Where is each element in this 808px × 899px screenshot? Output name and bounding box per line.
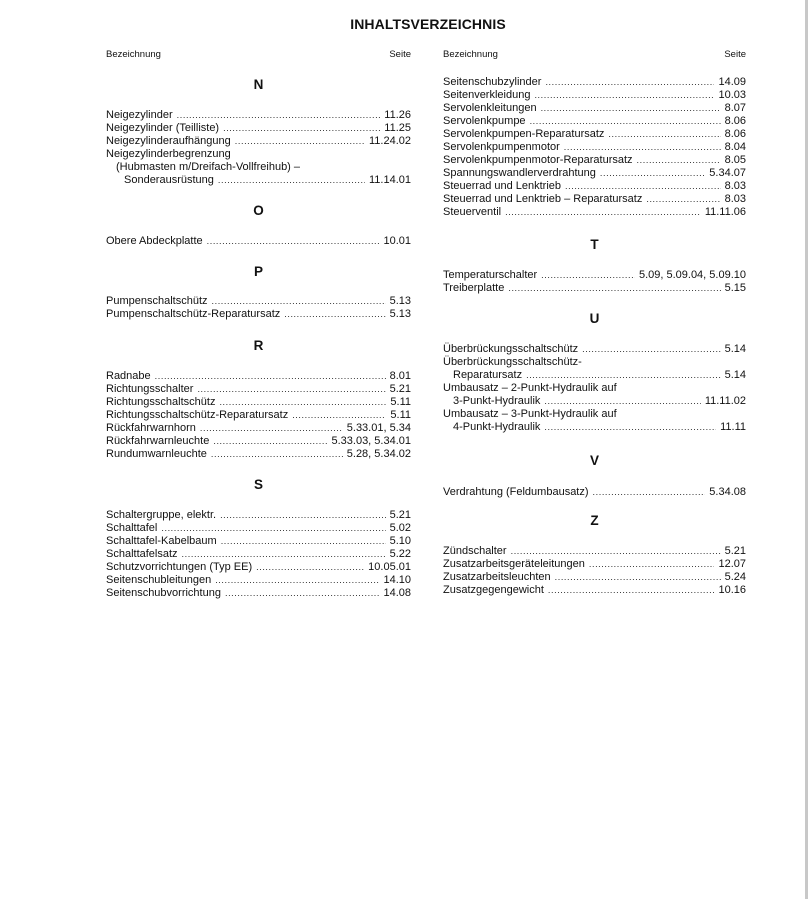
entry-page: 10.03	[718, 89, 746, 101]
entry-page: 5.24	[724, 571, 746, 583]
entry-page: 8.03	[724, 193, 746, 205]
entry-page: 11.26	[384, 109, 411, 121]
leader-dots	[600, 167, 705, 180]
entry-page: 5.11	[390, 409, 411, 421]
leader-dots	[508, 282, 720, 295]
leader-dots	[256, 561, 364, 574]
entry-name: Steuerventil	[443, 206, 502, 218]
index-entry[interactable]	[443, 408, 746, 421]
index-entry[interactable]	[443, 282, 746, 295]
leader-dots	[534, 89, 714, 102]
index-entry-continuation[interactable]	[443, 369, 746, 382]
index-entry[interactable]	[443, 343, 746, 356]
entry-name: Seitenschubleitungen	[106, 574, 212, 586]
entry-page: 5.34.08	[709, 486, 746, 498]
entry-name: Sonderausrüstung	[124, 174, 214, 186]
index-entry[interactable]	[443, 571, 746, 584]
leader-dots	[211, 448, 343, 461]
index-entry-continuation[interactable]	[443, 395, 746, 408]
entry-name: Schalttafelsatz	[106, 548, 178, 560]
index-entry[interactable]	[106, 135, 411, 148]
entry-name: Servolenkpumpenmotor-Reparatursatz	[443, 154, 633, 166]
index-entry[interactable]	[106, 587, 411, 600]
index-entry[interactable]	[106, 148, 411, 161]
index-entry[interactable]	[443, 382, 746, 395]
leader-dots	[545, 76, 714, 89]
entry-name: Obere Abdeckplatte	[106, 235, 203, 247]
index-entry[interactable]	[443, 486, 746, 499]
index-entry[interactable]	[106, 122, 411, 135]
entry-name: 3-Punkt-Hydraulik	[453, 395, 541, 407]
leader-dots	[235, 135, 365, 148]
leader-dots	[200, 422, 343, 435]
entry-page: 10.01	[383, 235, 411, 247]
entry-name: Richtungsschaltschütz-Reparatursatz	[106, 409, 289, 421]
entry-page: 5.28, 5.34.02	[346, 448, 411, 460]
entry-name: Reparatursatz	[453, 369, 523, 381]
entry-page: 10.16	[718, 584, 746, 596]
leader-dots	[548, 584, 715, 597]
leader-dots	[213, 435, 327, 448]
entry-name: Rundumwarnleuchte	[106, 448, 207, 460]
entry-name: Pumpenschaltschütz	[106, 295, 208, 307]
entry-page: 14.09	[718, 76, 746, 88]
entry-page: 12.07	[718, 558, 746, 570]
entry-name: Neigezylinder	[106, 109, 173, 121]
entry-name: Seitenschubzylinder	[443, 76, 542, 88]
leader-dots	[212, 295, 386, 308]
entry-name: Steuerrad und Lenktrieb	[443, 180, 562, 192]
leader-dots	[182, 548, 386, 561]
index-entry[interactable]	[106, 370, 411, 383]
entry-page: 8.06	[724, 115, 746, 127]
leader-dots	[544, 395, 700, 408]
entry-page: 10.05.01	[368, 561, 411, 573]
leader-dots	[544, 421, 716, 434]
index-entry[interactable]	[443, 89, 746, 102]
entry-name: Servolenkpumpenmotor	[443, 141, 560, 153]
index-entry[interactable]	[106, 308, 411, 321]
section-letter-v: V	[589, 453, 599, 468]
entry-page: 5.33.03, 5.34.01	[331, 435, 411, 447]
entry-name: Richtungsschalter	[106, 383, 194, 395]
leader-dots	[555, 571, 721, 584]
entry-page: 8.03	[724, 180, 746, 192]
entry-name: Servolenkleitungen	[443, 102, 537, 114]
entry-page: 5.14	[724, 369, 746, 381]
leader-dots	[220, 509, 386, 522]
index-entry[interactable]	[106, 561, 411, 574]
entry-page: 14.10	[383, 574, 411, 586]
entry-page: 5.21	[389, 509, 411, 521]
leader-dots	[218, 174, 365, 187]
index-entry[interactable]	[443, 356, 746, 369]
leader-dots	[292, 409, 386, 422]
entry-page: 8.05	[724, 154, 746, 166]
leader-dots	[526, 369, 720, 382]
index-entry[interactable]	[443, 206, 746, 219]
entry-name: Neigezylinder (Teilliste)	[106, 122, 220, 134]
leader-dots	[197, 383, 385, 396]
entry-page: 5.14	[724, 343, 746, 355]
leader-dots	[155, 370, 386, 383]
index-entry[interactable]	[106, 109, 411, 122]
leader-dots	[215, 574, 379, 587]
entry-page: 5.13	[389, 308, 411, 320]
section-letter-z: Z	[590, 513, 599, 528]
entry-name: Pumpenschaltschütz-Reparatursatz	[106, 308, 281, 320]
column-header	[443, 49, 746, 60]
entry-name: Seitenschubvorrichtung	[106, 587, 221, 599]
section-letter-r: R	[253, 338, 264, 353]
leader-dots	[219, 396, 386, 409]
leader-dots	[505, 206, 701, 219]
index-entry[interactable]	[443, 584, 746, 597]
index-entry[interactable]	[106, 295, 411, 308]
index-entry[interactable]	[443, 558, 746, 571]
index-entry[interactable]	[106, 396, 411, 409]
entry-page: 11.24.02	[368, 135, 411, 147]
index-entry[interactable]	[443, 545, 746, 558]
entry-name: Servolenkpumpen-Reparatursatz	[443, 128, 605, 140]
entry-page: 11.11.02	[704, 395, 746, 407]
entry-name: Spannungswandlerverdrahtung	[443, 167, 596, 179]
section-letter-n: N	[253, 77, 264, 92]
entry-page: 11.25	[384, 122, 411, 134]
leader-dots	[225, 587, 380, 600]
entry-name: Zusatzgegengewicht	[443, 584, 544, 596]
entry-name: Verdrahtung (Feldumbausatz)	[443, 486, 589, 498]
index-entry[interactable]	[443, 102, 746, 115]
leader-dots	[565, 180, 721, 193]
entry-page: 5.09, 5.09.04, 5.09.10	[638, 269, 746, 281]
entry-name: Seitenverkleidung	[443, 89, 531, 101]
entry-name: Rückfahrwarnhorn	[106, 422, 196, 434]
entry-page: 14.08	[383, 587, 411, 599]
entry-page: 5.34.07	[709, 167, 746, 179]
leader-dots	[637, 154, 721, 167]
entry-name: Richtungsschaltschütz	[106, 396, 216, 408]
entry-page: 5.21	[724, 545, 746, 557]
leader-dots	[207, 235, 380, 248]
leader-dots	[541, 269, 635, 282]
index-entry[interactable]	[106, 448, 411, 461]
entry-page: 8.04	[724, 141, 746, 153]
entry-name: Steuerrad und Lenktrieb – Reparatursatz	[443, 193, 643, 205]
entry-page: 5.15	[724, 282, 746, 294]
column-header-name: Bezeichnung	[106, 49, 161, 60]
entry-name: Überbrückungsschaltschütz-	[443, 356, 582, 368]
index-entry-continuation[interactable]	[106, 161, 411, 174]
entry-name: Umbausatz – 3-Punkt-Hydraulik auf	[443, 408, 617, 420]
column-header-name: Bezeichnung	[443, 49, 498, 60]
entry-name: Schutzvorrichtungen (Typ EE)	[106, 561, 253, 573]
leader-dots	[177, 109, 381, 122]
entry-name: Temperaturschalter	[443, 269, 538, 281]
index-entry[interactable]	[443, 193, 746, 206]
leader-dots	[223, 122, 380, 135]
index-entry[interactable]	[106, 574, 411, 587]
entry-name: Schalttafel-Kabelbaum	[106, 535, 217, 547]
right-column	[443, 0, 746, 899]
index-entry[interactable]	[106, 548, 411, 561]
entry-name: Neigezylinderaufhängung	[106, 135, 231, 147]
section-letter-p: P	[253, 264, 263, 279]
section-letter-t: T	[590, 237, 599, 252]
index-entry[interactable]	[106, 422, 411, 435]
index-entry[interactable]	[106, 409, 411, 422]
left-column	[106, 0, 411, 899]
entry-page: 8.06	[724, 128, 746, 140]
index-entry[interactable]	[106, 235, 411, 248]
entry-page: 11.11.06	[704, 206, 746, 218]
leader-dots	[608, 128, 720, 141]
leader-dots	[582, 343, 720, 356]
entry-name: Rückfahrwarnleuchte	[106, 435, 210, 447]
entry-page: 8.07	[724, 102, 746, 114]
column-header-page: Seite	[724, 49, 746, 60]
entry-name: Überbrückungsschaltschütz	[443, 343, 579, 355]
entry-name: Servolenkpumpe	[443, 115, 526, 127]
leader-dots	[646, 193, 720, 206]
entry-page: 11.11	[720, 421, 746, 433]
index-entry[interactable]	[106, 522, 411, 535]
index-entry[interactable]	[106, 435, 411, 448]
entry-page: 5.33.01, 5.34	[346, 422, 411, 434]
index-entry-continuation[interactable]	[443, 421, 746, 434]
entry-name: Zusatzarbeitsgeräteleitungen	[443, 558, 585, 570]
entry-name: 4-Punkt-Hydraulik	[453, 421, 541, 433]
entry-page: 11.14.01	[368, 174, 411, 186]
index-entry[interactable]	[106, 509, 411, 522]
leader-dots	[593, 486, 706, 499]
leader-dots	[589, 558, 715, 571]
entry-name: Zündschalter	[443, 545, 507, 557]
entry-name: Schalttafel	[106, 522, 158, 534]
column-header-page: Seite	[389, 49, 411, 60]
index-entry[interactable]	[443, 76, 746, 89]
leader-dots	[161, 522, 385, 535]
section-letter-u: U	[589, 311, 600, 326]
entry-name: Radnabe	[106, 370, 151, 382]
entry-name: Schaltergruppe, elektr.	[106, 509, 217, 521]
index-entry[interactable]	[443, 269, 746, 282]
index-entry[interactable]	[443, 115, 746, 128]
entry-name: Treiberplatte	[443, 282, 505, 294]
page-title: INHALTSVERZEICHNIS	[350, 16, 506, 32]
index-entry[interactable]	[443, 154, 746, 167]
section-letter-s: S	[253, 477, 263, 492]
index-entry[interactable]	[106, 535, 411, 548]
leader-dots	[511, 545, 721, 558]
entry-page: 5.10	[389, 535, 411, 547]
column-header	[106, 49, 411, 60]
leader-dots	[221, 535, 386, 548]
entry-page: 8.01	[389, 370, 411, 382]
entry-page: 5.21	[389, 383, 411, 395]
index-entry-continuation[interactable]	[106, 174, 411, 187]
leader-dots	[284, 308, 385, 321]
index-entry[interactable]	[106, 383, 411, 396]
entry-name: Neigezylinderbegrenzung	[106, 148, 231, 160]
index-entry[interactable]	[443, 128, 746, 141]
section-letter-o: O	[253, 203, 264, 218]
leader-dots	[530, 115, 721, 128]
entry-page: 5.13	[389, 295, 411, 307]
leader-dots	[564, 141, 721, 154]
index-entry[interactable]	[443, 141, 746, 154]
index-entry[interactable]	[443, 167, 746, 180]
entry-page: 5.11	[390, 396, 411, 408]
entry-page: 5.22	[389, 548, 411, 560]
entry-page: 5.02	[389, 522, 411, 534]
leader-dots	[541, 102, 721, 115]
index-entry[interactable]	[443, 180, 746, 193]
entry-name: (Hubmasten m/Dreifach-Vollfreihub) –	[116, 161, 301, 173]
entry-name: Umbausatz – 2-Punkt-Hydraulik auf	[443, 382, 617, 394]
entry-name: Zusatzarbeitsleuchten	[443, 571, 551, 583]
